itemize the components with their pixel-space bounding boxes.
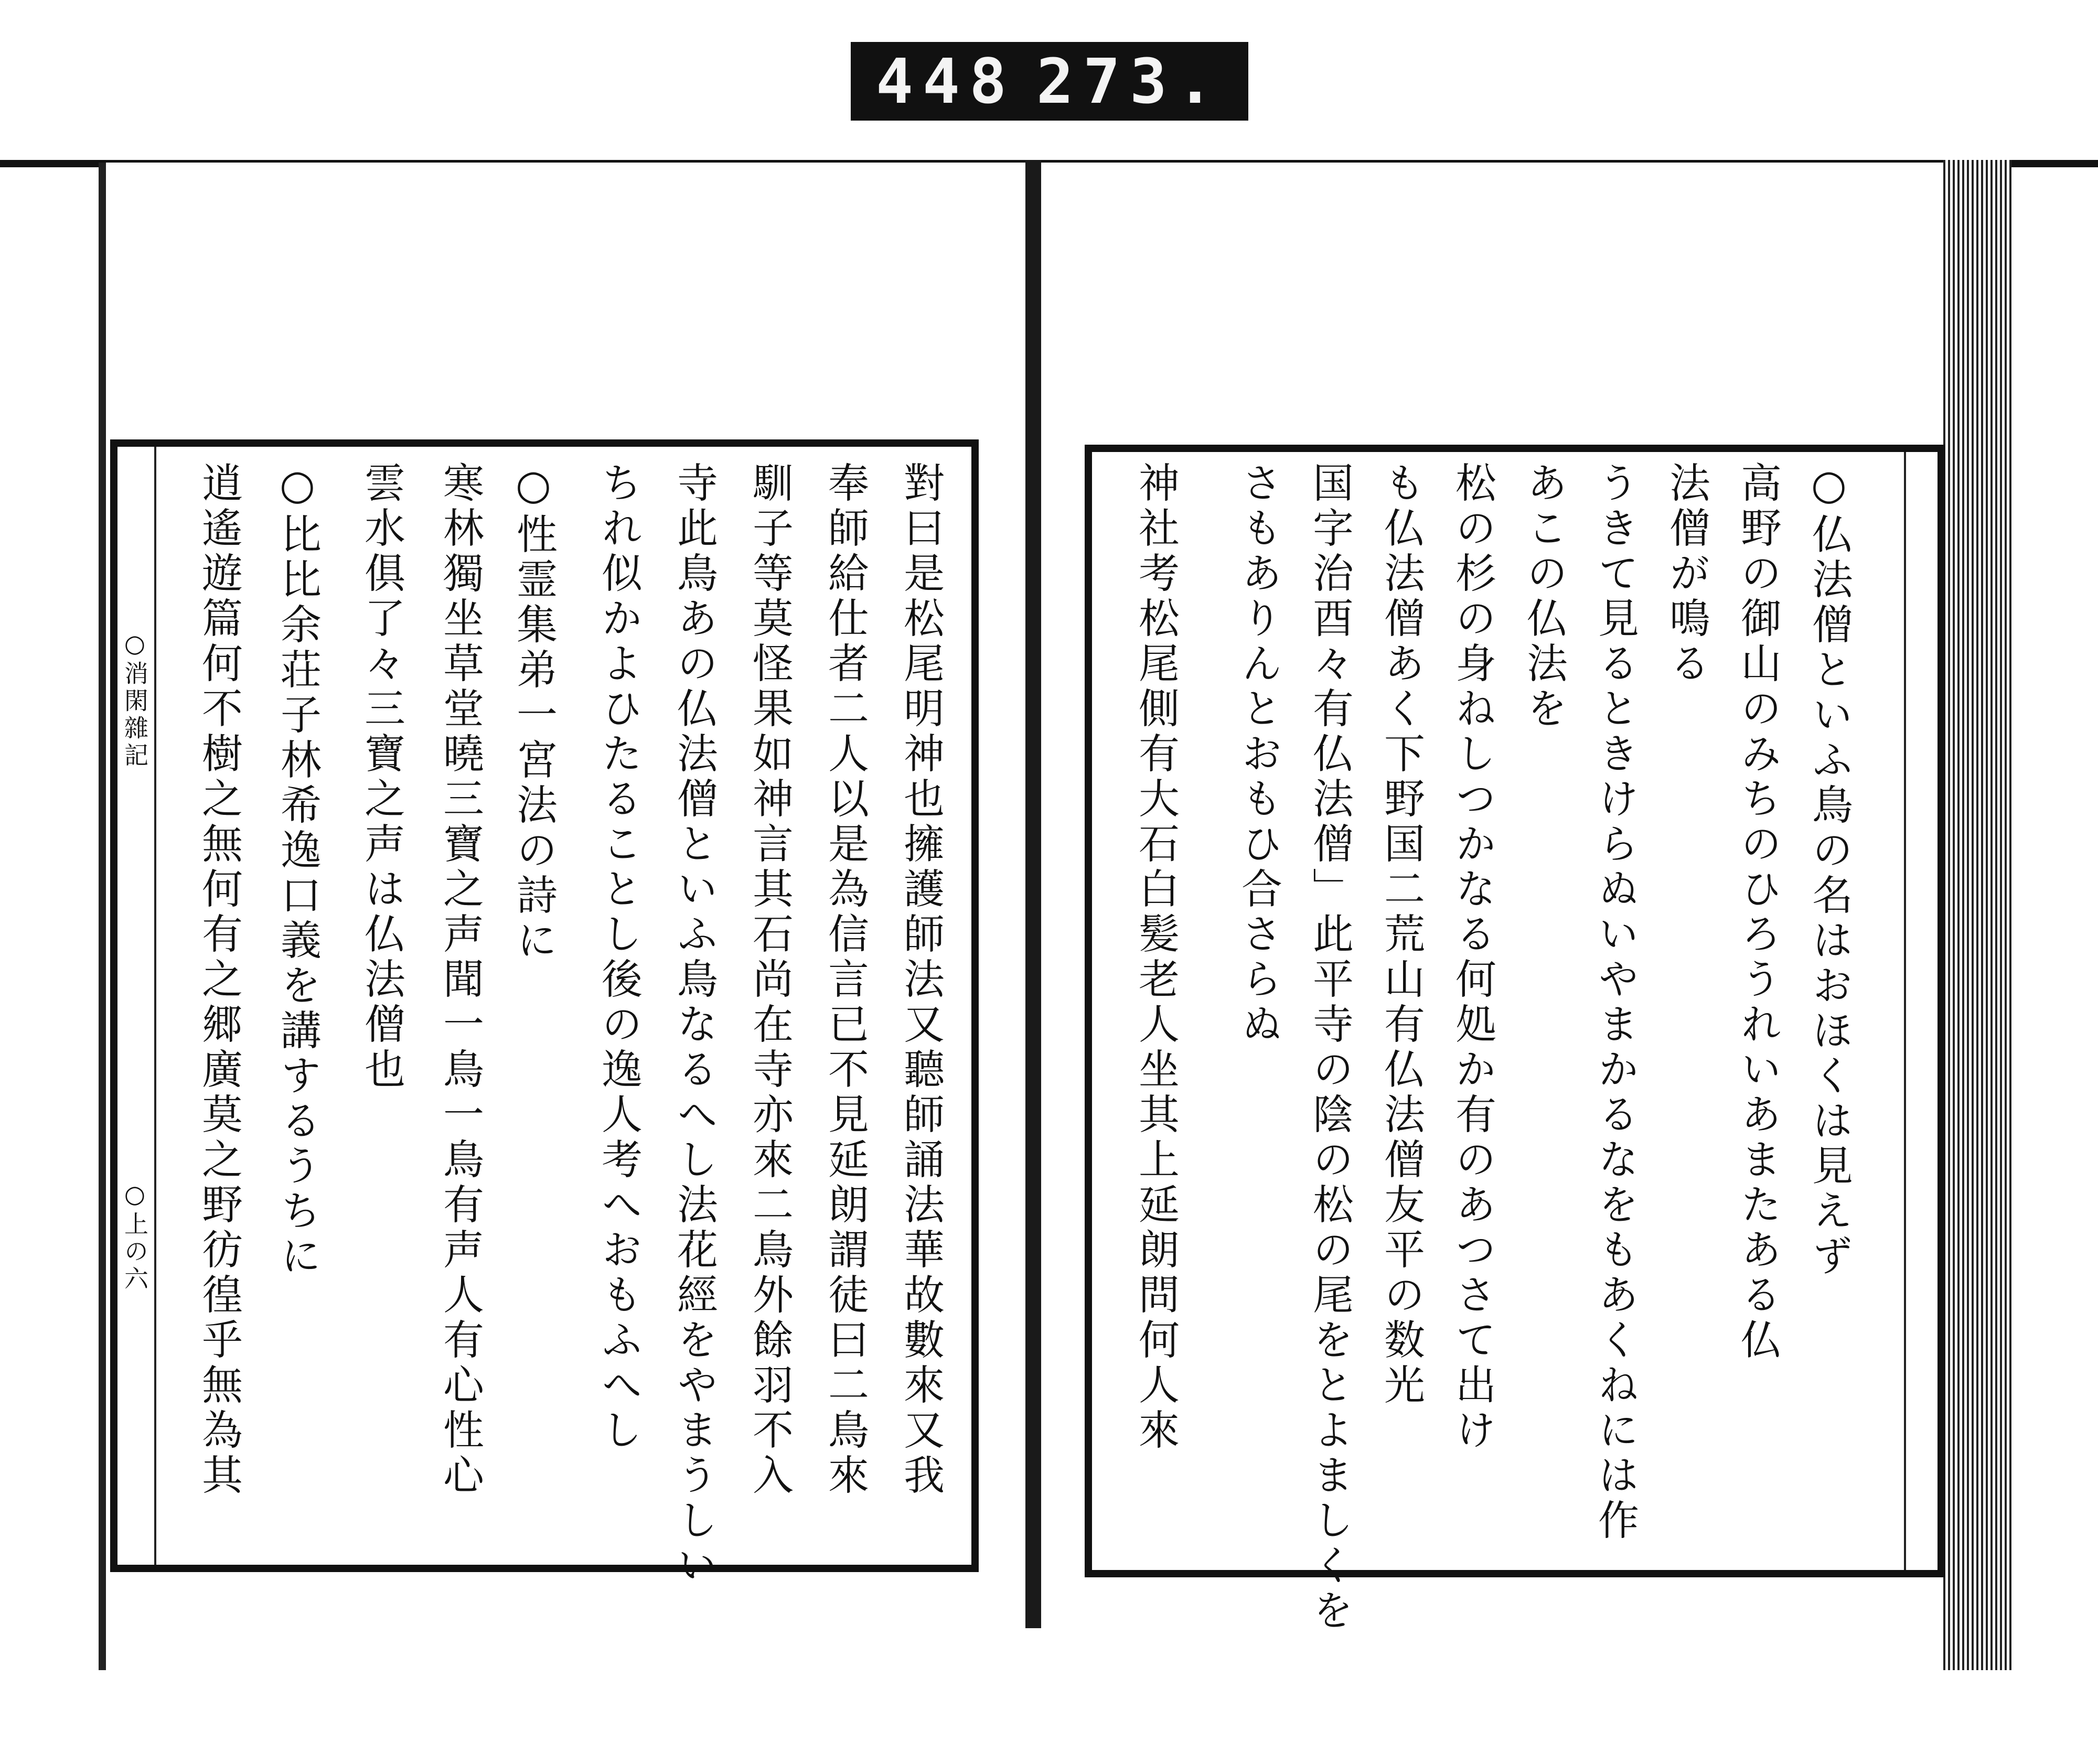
left-col-8: 雲水俱了々三寶之声は仏法僧也 (358, 461, 405, 1093)
left-col-10: 逍遙遊篇何不樹之無何有之郷廣莫之野彷徨乎無為其 (195, 461, 242, 1499)
label-right-number: 273. (1036, 45, 1223, 117)
right-col-4: うきて見るときけらぬいやまかるなをもあくねには作 (1591, 461, 1639, 1544)
right-col-1: ○仏法僧といふ鳥の名はおほくは見えず (1805, 461, 1853, 1279)
left-col-5: ちれ似かよひたることし後の逸人考へおもふへし (595, 461, 642, 1454)
left-col-9: ○比比余荘子林希逸口義を講するうちに (274, 461, 321, 1279)
right-col-9: さもありんとおもひ合さらぬ (1235, 461, 1282, 1048)
book-spine (1025, 160, 1041, 1628)
left-col-1: 對曰是松尾明神也擁護師法又聽師誦法華故數來又我 (897, 461, 944, 1499)
right-col-10: 神社考松尾側有大石白髪老人坐其上延朗問何人來 (1132, 461, 1179, 1454)
right-col-3: 法僧が鳴る (1663, 461, 1710, 687)
left-col-2: 奉師給仕者二人以是為信言已不見延朗謂徒曰二鳥來 (821, 461, 869, 1499)
margin-section: ○上の六 (121, 1180, 149, 1293)
right-col-2: 高野の御山のみちのひろうれいあまたある仏 (1734, 461, 1781, 1363)
right-col-6: 松の杉の身ねしつかなる何処か有のあつさて出け (1449, 461, 1496, 1454)
right-frame-inner-rule (1904, 452, 1906, 1570)
accession-label (851, 42, 1248, 121)
label-left-number: 448 (876, 45, 1016, 117)
left-col-7: 寒林獨坐草堂曉三寶之声聞一鳥一鳥有声人有心性心 (436, 461, 484, 1499)
left-col-6: ○性霊集弟一宮法の詩に (510, 461, 557, 964)
right-col-7: も仏法僧あく下野国二荒山有仏法僧友平の数光 (1377, 461, 1425, 1408)
left-col-3: 馴子等莫怪果如神言其石尚在寺亦來二鳥外餘羽不入 (746, 461, 793, 1499)
margin-book-title: ○消閑雜記 (121, 629, 149, 770)
right-col-5: あこの仏法を (1520, 461, 1567, 732)
page-edges (1943, 160, 2011, 1670)
right-col-8: 国字治酉々有仏法僧」此平寺の陰の松の尾をとよましくを (1306, 461, 1353, 1634)
left-col-4: 寺此鳥あの仏法僧といふ鳥なるへし法花經をやまうしい (670, 461, 718, 1589)
left-frame-inner-rule (154, 447, 156, 1565)
